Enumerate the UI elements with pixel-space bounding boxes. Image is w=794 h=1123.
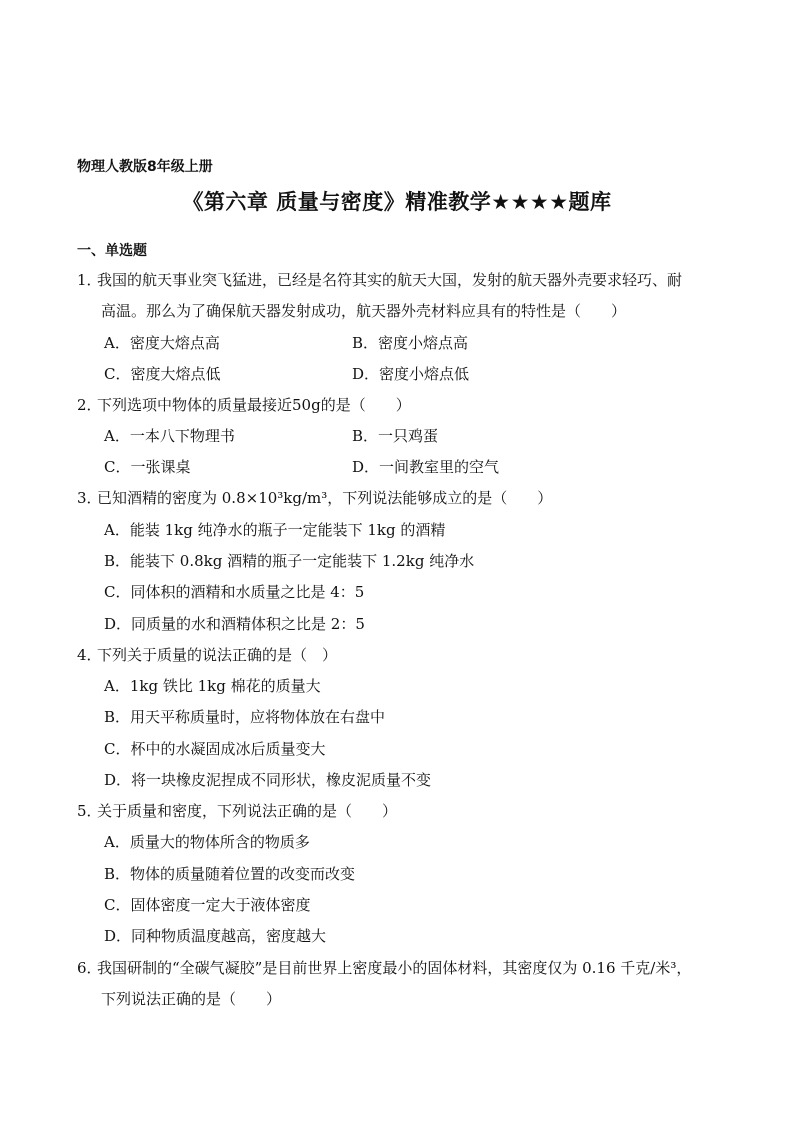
question-4-stem bbox=[77, 644, 337, 665]
question-4-option-d: D．将一块橡皮泥捏成不同形状，橡皮泥质量不变 bbox=[104, 771, 432, 789]
question-3-option-b: B．能装下 0.8kg 酒精的瓶子一定能装下 1.2kg 纯净水 bbox=[104, 552, 475, 570]
question-3-stem bbox=[77, 487, 552, 508]
question-number: 1． bbox=[77, 271, 102, 289]
question-3-option-c: C．同体积的酒精和水质量之比是 4：5 bbox=[104, 583, 365, 601]
question-number: 2． bbox=[77, 396, 102, 414]
question-text: 我国研制的“全碳气凝胶”是目前世界上密度最小的固体材料，其密度仅为 0.16 千克/米³， bbox=[97, 959, 692, 977]
question-1-option-d: D．密度小熔点低 bbox=[352, 365, 470, 383]
question-1-stem-cont: 高温。那么为了确保航天器发射成功，航天器外壳材料应具有的特性是（ ） bbox=[101, 302, 627, 320]
question-2-option-d: D．一间教室里的空气 bbox=[352, 458, 500, 476]
question-6-stem bbox=[77, 957, 691, 978]
question-3-option-d: D．同质量的水和酒精体积之比是 2：5 bbox=[104, 615, 365, 633]
question-text: 下列选项中物体的质量最接近50g的是（ ） bbox=[97, 396, 411, 414]
question-2-option-b: B．一只鸡蛋 bbox=[352, 427, 439, 445]
question-4-option-a: A．1kg 铁比 1kg 棉花的质量大 bbox=[104, 677, 321, 695]
section-heading: 一、单选题 bbox=[77, 243, 147, 259]
question-number: 6． bbox=[77, 959, 102, 977]
document-title: 《第六章 质量与密度》精准教学★★★★题库 bbox=[182, 190, 612, 214]
document-subtitle: 物理人教版8年级上册 bbox=[77, 159, 213, 175]
question-1-option-a: A．密度大熔点高 bbox=[104, 334, 220, 352]
question-text: 下列关于质量的说法正确的是（ ） bbox=[97, 646, 338, 664]
question-2-stem bbox=[77, 394, 411, 415]
question-5-option-b: B．物体的质量随着位置的改变而改变 bbox=[104, 865, 356, 883]
question-2-option-c: C．一张课桌 bbox=[104, 458, 191, 476]
question-text: 关于质量和密度，下列说法正确的是（ ） bbox=[97, 802, 398, 820]
question-1-stem bbox=[77, 269, 682, 290]
question-5-option-a: A．质量大的物体所含的物质多 bbox=[104, 833, 310, 851]
question-1-option-c: C．密度大熔点低 bbox=[104, 365, 221, 383]
question-4-option-b: B．用天平称质量时，应将物体放在右盘中 bbox=[104, 708, 386, 726]
question-2-option-a: A．一本八下物理书 bbox=[104, 427, 235, 445]
question-5-option-d: D．同种物质温度越高，密度越大 bbox=[104, 927, 327, 945]
question-4-option-c: C．杯中的水凝固成冰后质量变大 bbox=[104, 740, 326, 758]
question-number: 4． bbox=[77, 646, 102, 664]
question-6-stem-cont: 下列说法正确的是（ ） bbox=[101, 990, 282, 1008]
question-5-stem bbox=[77, 800, 397, 821]
question-number: 3． bbox=[77, 489, 102, 507]
question-5-option-c: C．固体密度一定大于液体密度 bbox=[104, 896, 311, 914]
question-text: 已知酒精的密度为 0.8×10³kg/m³，下列说法能够成立的是（ ） bbox=[97, 489, 553, 507]
question-text: 我国的航天事业突飞猛进，已经是名符其实的航天大国，发射的航天器外壳要求轻巧、耐 bbox=[97, 271, 683, 289]
question-number: 5． bbox=[77, 802, 102, 820]
question-1-option-b: B．密度小熔点高 bbox=[352, 334, 469, 352]
question-3-option-a: A．能装 1kg 纯净水的瓶子一定能装下 1kg 的酒精 bbox=[104, 521, 446, 539]
